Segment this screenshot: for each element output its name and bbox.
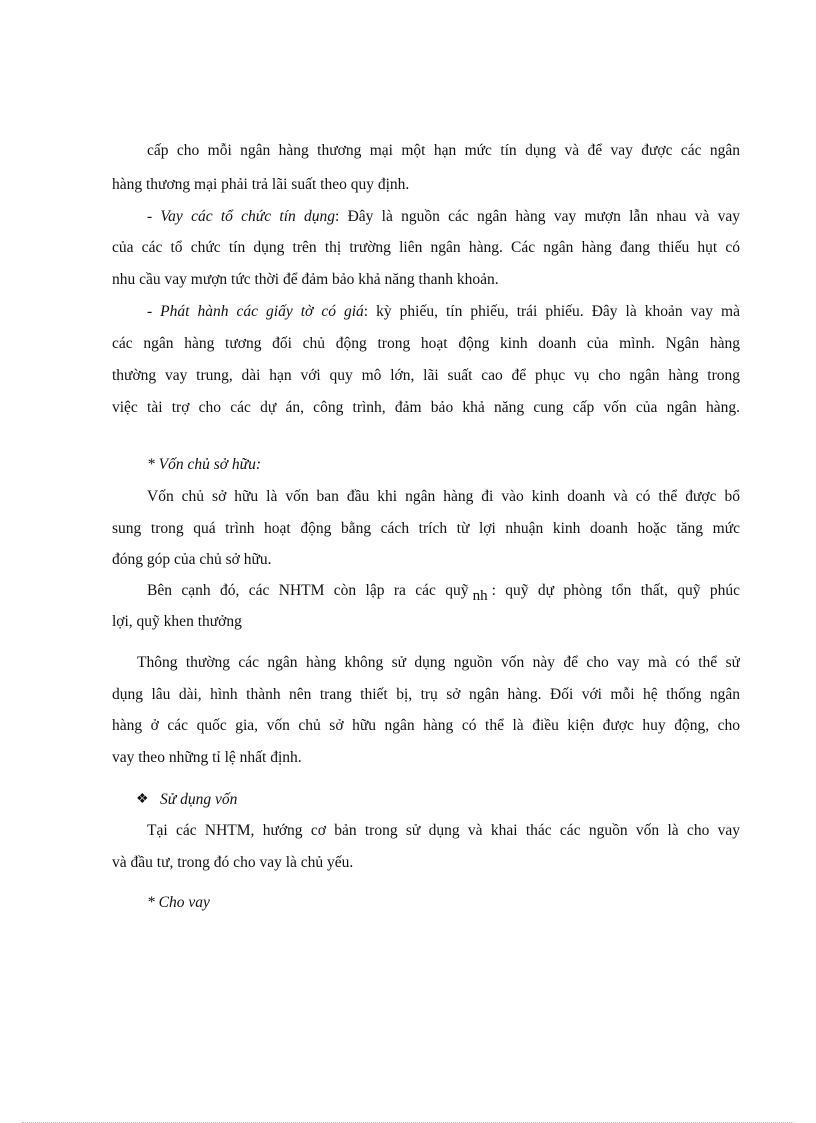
p2-line-1-rest: : Đây là nguồn các ngân hàng vay mượn lẫn nhau và vay	[335, 208, 740, 225]
p5-line-1	[147, 579, 740, 603]
p3-line-4: việc tài trợ cho các dự án, công trình, đảm bảo khả năng cung cấp vốn của ngân hàng.	[112, 399, 740, 416]
p2-lead: - Vay các tổ chức tín dụng	[147, 208, 336, 225]
p1-line-1: cấp cho mỗi ngân hàng thương mại một hạn mức tín dụng và để vay được các ngân	[147, 142, 740, 159]
p6-line-3: hàng ở các quốc gia, vốn chủ sở hữu ngân hàng có thể là điều kiện được huy động, cho	[112, 717, 740, 734]
p4-line-1: Vốn chủ sở hữu là vốn ban đầu khi ngân hàng đi vào kinh doanh và có thể được bổ	[147, 488, 740, 505]
p7-line-2: và đầu tư, trong đó cho vay là chủ yếu.	[112, 854, 354, 871]
p6-line-2: dụng lâu dài, hình thành nên trang thiết bị, trụ sở ngân hàng. Đối với mỗi hệ thống ngân	[112, 686, 740, 703]
p7-line-1: Tại các NHTM, hướng cơ bản trong sử dụng và khai thác các nguồn vốn là cho vay	[147, 822, 740, 839]
heading-cho-vay: * Cho vay	[147, 894, 210, 911]
heading-von-chu-so-huu: * Vốn chủ sở hữu:	[147, 456, 262, 473]
p2-line-1	[147, 205, 740, 229]
p3-line-1	[147, 300, 740, 324]
diamond-bullet-icon: ❖	[136, 792, 149, 807]
p2-line-2: của các tổ chức tín dụng trên thị trường liên ngân hàng. Các ngân hàng đang thiếu hụt có	[112, 239, 740, 256]
p6-line-4: vay theo những tỉ lệ nhất định.	[112, 749, 302, 766]
p5-line-2: lợi, quỹ khen thưởng	[112, 613, 242, 630]
p2-line-3: nhu cầu vay mượn tức thời để đảm bảo khả năng thanh khoản.	[112, 271, 499, 288]
heading-su-dung-von: Sử dụng vốn	[160, 791, 238, 808]
p3-line-3: thường vay trung, dài hạn với quy mô lớn, lãi suất cao để phục vụ cho ngân hàng trong	[112, 367, 740, 384]
p5-subscript: nh	[472, 588, 488, 603]
p5-line-1-b: : quỹ dự phòng tổn thất, quỹ phúc	[491, 582, 740, 599]
p4-line-3: đóng góp của chủ sở hữu.	[112, 551, 272, 568]
p3-line-2: các ngân hàng tương đối chủ động trong hoạt động kinh doanh của mình. Ngân hàng	[112, 335, 740, 352]
p3-lead: - Phát hành các giấy tờ có giá	[147, 303, 364, 320]
p5-line-1-a: Bên cạnh đó, các NHTM còn lập ra các quỹ	[147, 582, 469, 599]
p6-line-1: Thông thường các ngân hàng không sử dụng nguồn vốn này để cho vay mà có thể sử	[137, 654, 740, 671]
p4-line-2: sung trong quá trình hoạt động bằng cách trích từ lợi nhuận kinh doanh hoặc tăng mức	[112, 520, 740, 537]
p3-line-1-rest: : kỳ phiếu, tín phiếu, trái phiếu. Đây là khoản vay mà	[363, 303, 740, 320]
p1-line-2: hàng thương mại phải trả lãi suất theo quy định.	[112, 176, 410, 193]
